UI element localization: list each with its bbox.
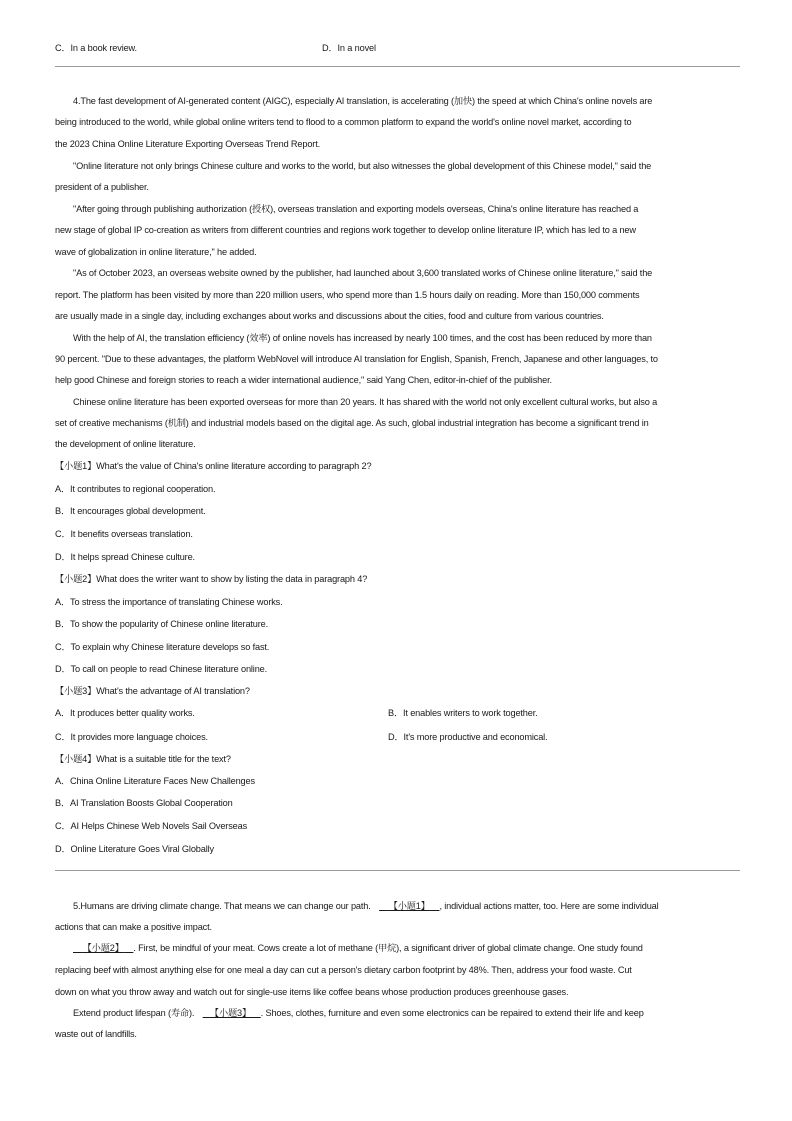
- q5-line: down on what you throw away and watch out for single-use items like coffee beans whose production produces greenhouse gases.: [55, 987, 569, 997]
- q4-sub2-question: 【小题2】What does the writer want to show by listing the data in paragraph 4?: [55, 574, 368, 584]
- q4-sub3-option-d[interactable]: D．It's more productive and economical.: [388, 732, 548, 742]
- q4-line: the 2023 China Online Literature Exporting Overseas Trend Report.: [55, 139, 321, 149]
- q4-line: wave of globalization in online literature," he added.: [55, 247, 257, 257]
- blank-1[interactable]: 【小题1】: [388, 901, 430, 911]
- q4-line: president of a publisher.: [55, 182, 149, 192]
- q4-sub4-option-c[interactable]: C．AI Helps Chinese Web Novels Sail Overseas: [55, 821, 248, 831]
- q4-sub3-option-c[interactable]: C．It provides more language choices.: [55, 732, 208, 742]
- q4-line: are usually made in a single day, including exchanges about works and discussions about the cities, food and culture from various countries.: [55, 311, 604, 321]
- q4-sub1-option-b[interactable]: B．It encourages global development.: [55, 506, 206, 516]
- q4-line: new stage of global IP co-creation as writers from different countries and regions work together to develop online literature IP, which has led to a new: [55, 225, 636, 235]
- q5-text: Extend product lifespan (寿命).: [73, 1008, 195, 1018]
- prev-option-c: C．In a book review.: [55, 43, 137, 53]
- q4-line: "After going through publishing authorization (授权), overseas translation and exporting models overseas, China's online literature has reached a: [73, 204, 639, 214]
- q4-line: report. The platform has been visited by more than 220 million users, who spend more than 1.5 hours daily on reading. More than 150,000 comments: [55, 290, 640, 300]
- divider: [55, 870, 740, 871]
- q4-line: "Online literature not only brings Chinese culture and works to the world, but also witnesses the global development of this Chinese model," said the: [73, 161, 652, 171]
- blank-3[interactable]: 【小题3】: [209, 1008, 252, 1018]
- q5-line: [73, 942, 740, 954]
- q4-line: 4.The fast development of AI-generated content (AIGC), especially AI translation, is accelerating (加快) the speed at which China's online novels are: [73, 96, 653, 106]
- q4-line: help good Chinese and foreign stories to reach a wider international audience," said Yang Chen, editor-in-chief of the publisher.: [55, 375, 552, 385]
- q4-line: set of creative mechanisms (机制) and industrial models based on the digital age. As such, global industrial integration has become a significant trend in: [55, 418, 649, 428]
- q5-text: 5.Humans are driving climate change. That means we can change our path.: [73, 901, 371, 911]
- q5-line: [73, 1007, 740, 1019]
- q4-line: 90 percent. "Due to these advantages, the platform WebNovel will introduce AI translation for English, Spanish, French, Japanese and other languages, to: [55, 354, 658, 364]
- q4-sub4-option-b[interactable]: B．AI Translation Boosts Global Cooperation: [55, 798, 233, 808]
- q4-sub1-question: 【小题1】What's the value of China's online literature according to paragraph 2?: [55, 461, 372, 471]
- q5-text: . First, be mindful of your meat. Cows create a lot of methane (甲烷), a significant driver of global climate change. One study found: [133, 943, 643, 953]
- divider: [55, 66, 740, 67]
- q5-text: , individual actions matter, too. Here are some individual: [439, 901, 659, 911]
- q4-sub1-option-d[interactable]: D．It helps spread Chinese culture.: [55, 552, 195, 562]
- q4-sub4-question: 【小题4】What is a suitable title for the text?: [55, 754, 231, 764]
- q5-text: . Shoes, clothes, furniture and even some electronics can be repaired to extend their life and keep: [260, 1008, 644, 1018]
- q4-sub2-option-d[interactable]: D．To call on people to read Chinese literature online.: [55, 664, 268, 674]
- q4-line: With the help of AI, the translation efficiency (效率) of online novels has increased by nearly 100 times, and the cost has been reduced by more than: [73, 333, 652, 343]
- q4-sub4-option-a[interactable]: A．China Online Literature Faces New Challenges: [55, 776, 255, 786]
- q4-sub2-option-c[interactable]: C．To explain why Chinese literature develops so fast.: [55, 642, 270, 652]
- q4-sub3-question: 【小题3】What's the advantage of AI translation?: [55, 686, 250, 696]
- blank-2[interactable]: 【小题2】: [82, 943, 124, 953]
- q5-line: replacing beef with almost anything else for one meal a day can cut a person's dietary carbon footprint by 48%. Then, address your food waste. Cut: [55, 965, 632, 975]
- q4-line: "As of October 2023, an overseas website owned by the publisher, had launched about 3,600 translated works of Chinese online literature," said the: [73, 268, 653, 278]
- q4-sub2-option-a[interactable]: A．To stress the importance of translating Chinese works.: [55, 597, 283, 607]
- q4-sub2-option-b[interactable]: B．To show the popularity of Chinese online literature.: [55, 619, 269, 629]
- q5-line: [73, 900, 740, 912]
- q5-line: actions that can make a positive impact.: [55, 922, 212, 932]
- q4-line: being introduced to the world, while global online writers tend to flood to a common platform to expand the world's online novel market, according to: [55, 117, 632, 127]
- q4-sub3-option-a[interactable]: A．It produces better quality works.: [55, 708, 195, 718]
- q4-sub1-option-c[interactable]: C．It benefits overseas translation.: [55, 529, 193, 539]
- q4-sub1-option-a[interactable]: A．It contributes to regional cooperation.: [55, 484, 216, 494]
- q5-line: waste out of landfills.: [55, 1029, 137, 1039]
- q4-line: Chinese online literature has been exported overseas for more than 20 years. It has shared with the world not only excellent cultural works, but also a: [73, 397, 658, 407]
- prev-option-d: D．In a novel: [322, 43, 376, 53]
- q4-sub4-option-d[interactable]: D．Online Literature Goes Viral Globally: [55, 844, 214, 854]
- q4-line: the development of online literature.: [55, 439, 196, 449]
- q4-sub3-option-b[interactable]: B．It enables writers to work together.: [388, 708, 538, 718]
